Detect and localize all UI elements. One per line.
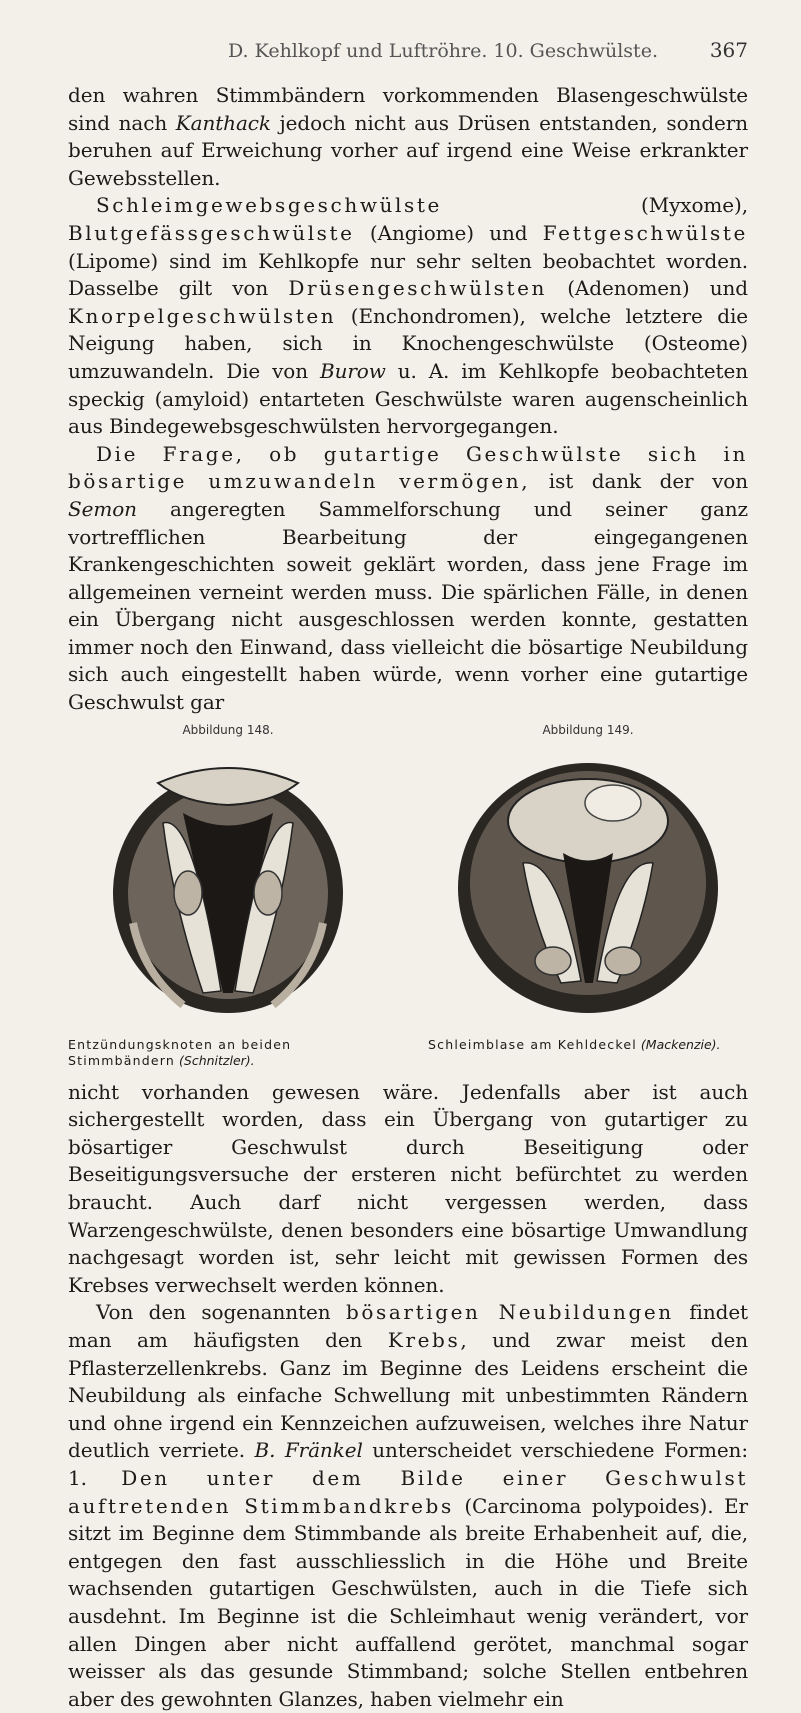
body-text: [68, 82, 748, 717]
text-run: jedoch nicht aus Drüsen entstanden, sondern beruhen auf Erweichung vorher auf irgend eine Weise erkrankter Gewebsstellen.: [68, 110, 748, 190]
figure-captions: [68, 1037, 748, 1069]
figure-149: [428, 723, 748, 1039]
figure-148-label: Abbildung 148.: [182, 722, 274, 737]
figures-row: [68, 723, 748, 1039]
text-run: , und zwar meist den Pflasterzellenkrebs. Ganz im Beginne des Leidens erscheint die Neubildung als einfache Schwellung mit unbestimmten Rändern und ohne irgend ein Kennzeichen aufzuweisen, welches ihre Natur deutlich verriete.: [68, 1328, 749, 1463]
body-text-continued: [68, 1079, 748, 1713]
text-run: ist dank der von: [530, 469, 748, 494]
term: Schleimgewebsgeschwülste: [96, 193, 442, 218]
figure-149-label: Abbildung 149.: [542, 722, 634, 737]
text-run: u. A. im Kehlkopfe beobachteten speckig (amyloid) entarteten Geschwülste waren augenscheinlich aus Bindegewebsgeschwülsten hervorgegangen.: [68, 358, 749, 439]
text-run: (Adenomen) und: [547, 276, 748, 301]
text-run: nicht vorhanden gewesen wäre. Jedenfalls aber ist auch sichergestellt worden, dass ein Übergang von gutartiger zu bösartiger Geschwulst durch Beseitigung oder Beseitigungsversuche der ersteren nicht befürchtet zu werden braucht. Auch darf nicht vergessen werden, dass Warzengeschwülste, denen besonders eine bösartige Umwandlung nachgesagt worden ist, sehr leicht mit gewissen Formen des Krebses verwechselt werden können.: [68, 1079, 748, 1297]
running-header: [68, 38, 748, 62]
text-run: (Lipome) sind im Kehlkopfe nur sehr selten beobachtet worden. Dasselbe gilt von: [68, 248, 748, 301]
paragraph-3: [68, 441, 748, 717]
figure-149-caption: [428, 1037, 748, 1069]
term: Den unter dem Bilde einer Geschwulst auftretenden Stimmbandkrebs: [68, 1465, 749, 1518]
term: Drüsengeschwülsten: [288, 276, 548, 301]
author-name: Burow: [319, 358, 386, 383]
author-name: Kanthack: [175, 110, 271, 135]
paragraph-1: [68, 82, 748, 192]
header-title: D. Kehlkopf und Luftröhre. 10. Geschwülste.: [228, 40, 658, 62]
caption-author: (Schnitzler).: [179, 1052, 255, 1068]
paragraph-5: [68, 1299, 748, 1713]
author-name: Semon: [68, 496, 137, 521]
term: Krebs: [387, 1328, 461, 1352]
caption-text: Entzündungsknoten an beiden Stimmbändern: [68, 1036, 292, 1068]
text-run: (Myxome),: [441, 193, 748, 218]
figure-148: [68, 723, 388, 1039]
paragraph-2: [68, 192, 748, 440]
text-run: den wahren Stimmbändern vorkommenden Blasengeschwülste sind nach: [68, 83, 748, 135]
page-number: 367: [709, 38, 748, 62]
text-run: Von den sogenannten: [96, 1300, 346, 1325]
term: Die Frage, ob gutartige Geschwülste sich in bösartige umzuwandeln vermögen,: [68, 441, 748, 494]
figure-148-caption: [68, 1037, 388, 1069]
page: [68, 38, 748, 1713]
larynx-illustration-149: [453, 743, 723, 1023]
term: Knorpelgeschwülsten: [68, 303, 337, 328]
text-run: (Enchondromen), welche letztere die Neigung haben, sich in Knochengeschwülste (Osteome) umzuwandeln. Die von: [68, 303, 748, 383]
caption-text: Schleimblase am Kehldeckel: [428, 1036, 637, 1052]
term: Blutgefässgeschwülste: [68, 220, 355, 245]
paragraph-4: [68, 1079, 748, 1300]
term: bösartigen Neubildungen: [345, 1300, 674, 1325]
caption-author: (Mackenzie).: [640, 1036, 721, 1052]
text-run: (Carcinoma polypoides). Er sitzt im Beginne dem Stimmbande als breite Erhabenheit auf, die, entgegen den fast ausschliesslich in die Höhe und Breite wachsenden gutartigen Geschwülsten, auch in die Tiefe sich ausdehnt. Im Beginne ist die Schleimhaut wenig verändert, vor allen Dingen aber nicht auffallend gerötet, manchmal sogar weisser als das gesunde Stimmband; solche Stellen entbehren aber des gewohnten Glanzes, haben vielmehr ein: [68, 1493, 749, 1711]
text-run: findet man am häufigsten den: [68, 1300, 748, 1352]
author-name: B. Fränkel: [254, 1438, 363, 1463]
term: Fettgeschwülste: [542, 220, 748, 245]
text-run: angeregten Sammelforschung und seiner ganz vortrefflichen Bearbeitung der eingegangenen Krankengeschichten soweit geklärt worden, dass jene Frage im allgemeinen verneint werden muss. Die spärlichen Fälle, in denen ein Übergang nicht ausgeschlossen werden konnte, gestatten immer noch den Einwand, dass vielleicht die bösartige Neubildung sich auch eingestellt haben würde, wenn vorher eine gutartige Geschwulst gar: [68, 496, 748, 715]
larynx-illustration-148: [103, 743, 353, 1023]
text-run: (Angiome) und: [354, 220, 543, 245]
text-run: unterscheidet verschiedene Formen: 1.: [68, 1438, 748, 1490]
